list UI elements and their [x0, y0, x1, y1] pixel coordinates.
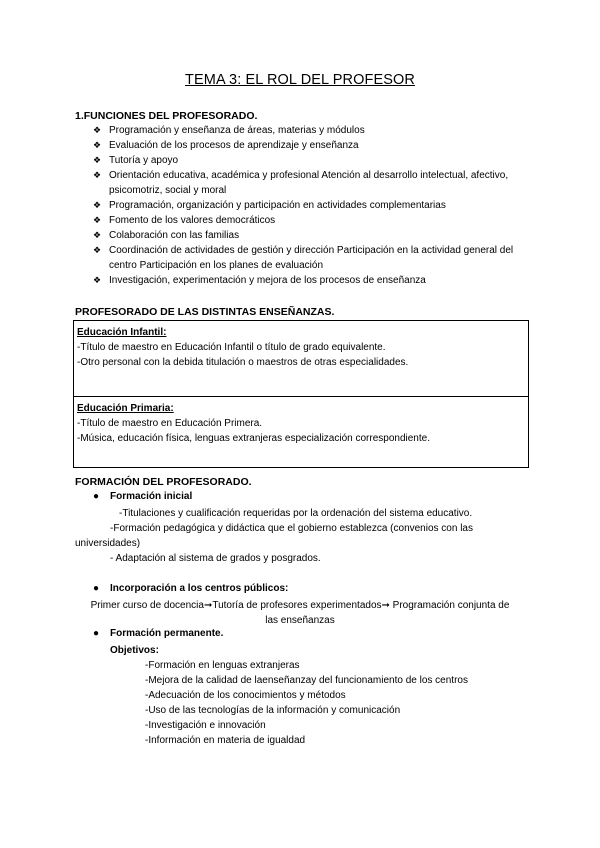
list-item: ❖ Investigación, experimentación y mejora de los procesos de enseñanza — [93, 275, 426, 286]
formacion-permanente-heading: ● Formación permanente. — [93, 628, 224, 639]
list-item: ❖ Programación y enseñanza de áreas, materias y módulos — [93, 125, 365, 136]
formacion-inicial-heading: ● Formación inicial — [93, 491, 193, 502]
diamond-bullet-icon: ❖ — [93, 230, 102, 240]
incorporacion-line: Primer curso de docencia➞Tutoría de profesores experimentados➞ Programación conjunta de — [90, 600, 510, 611]
objetivo-item: -Formación en lenguas extranjeras — [145, 660, 300, 671]
bullet-icon: ● — [93, 583, 100, 594]
list-item: ❖ Tutoría y apoyo — [93, 155, 179, 166]
table-cell-infantil — [74, 321, 528, 397]
incorporacion-line: las enseñanzas — [265, 615, 335, 626]
ensenanzas-table — [73, 320, 529, 468]
list-item: ❖ Colaboración con las familias — [93, 230, 240, 241]
section-heading-profesorado: PROFESORADO DE LAS DISTINTAS ENSEÑANZAS. — [75, 306, 335, 318]
diamond-bullet-icon: ❖ — [93, 245, 102, 255]
bullet-icon: ● — [93, 491, 100, 502]
table-cell-primaria — [74, 397, 528, 467]
diamond-bullet-icon: ❖ — [93, 125, 102, 135]
section-heading-funciones: 1.FUNCIONES DEL PROFESORADO. — [75, 110, 258, 122]
diamond-bullet-icon: ❖ — [93, 140, 102, 150]
page-title: TEMA 3: EL ROL DEL PROFESOR — [185, 72, 415, 88]
objetivos-label: Objetivos: — [110, 645, 159, 656]
infantil-label: Educación Infantil: — [77, 327, 167, 338]
section-heading-formacion: FORMACIÓN DEL PROFESORADO. — [75, 476, 252, 488]
diamond-bullet-icon: ❖ — [93, 275, 102, 285]
inicial-line: -Formación pedagógica y didáctica que el gobierno establezca (convenios con las — [110, 523, 473, 534]
objetivo-item: -Investigación e innovación — [145, 720, 266, 731]
objetivo-item: -Información en materia de igualdad — [145, 735, 306, 746]
diamond-bullet-icon: ❖ — [93, 155, 102, 165]
primaria-line: -Título de maestro en Educación Primera. — [77, 418, 263, 429]
funciones-list — [93, 123, 523, 288]
inicial-line: -Titulaciones y cualificación requeridas por la ordenación del sistema educativo. — [119, 508, 473, 519]
primaria-line: -Música, educación física, lenguas extranjeras especialización correspondiente. — [77, 433, 430, 444]
diamond-bullet-icon: ❖ — [93, 215, 102, 225]
objetivo-item: -Uso de las tecnologías de la información y comunicación — [145, 705, 401, 716]
objetivo-item: -Mejora de la calidad de laenseñanzay del funcionamiento de los centros — [145, 675, 468, 686]
list-item: ❖ Fomento de los valores democráticos — [93, 215, 276, 226]
infantil-line: -Otro personal con la debida titulación o maestros de otras especialidades. — [77, 357, 409, 368]
inicial-line: - Adaptación al sistema de grados y posgrados. — [110, 553, 321, 564]
diamond-bullet-icon: ❖ — [93, 200, 102, 210]
list-item: ❖ Coordinación de actividades de gestión y dirección Participación en la actividad general del centro Participación en los planes de evaluación — [93, 245, 514, 271]
infantil-line: -Título de maestro en Educación Infantil o título de grado equivalente. — [77, 342, 386, 353]
diamond-bullet-icon: ❖ — [93, 170, 102, 180]
list-item: ❖ Orientación educativa, académica y profesional Atención al desarrollo intelectual, afectivo, psicomotriz, social y moral — [93, 170, 509, 196]
objetivo-item: -Adecuación de los conocimientos y métodos — [145, 690, 346, 701]
inicial-line: universidades) — [75, 538, 141, 549]
primaria-label: Educación Primaria: — [77, 403, 174, 414]
list-item: ❖ Evaluación de los procesos de aprendizaje y enseñanza — [93, 140, 359, 151]
bullet-icon: ● — [93, 628, 100, 639]
list-item: ❖ Programación, organización y participación en actividades complementarias — [93, 200, 446, 211]
incorporacion-heading: ● Incorporación a los centros públicos: — [93, 583, 289, 594]
